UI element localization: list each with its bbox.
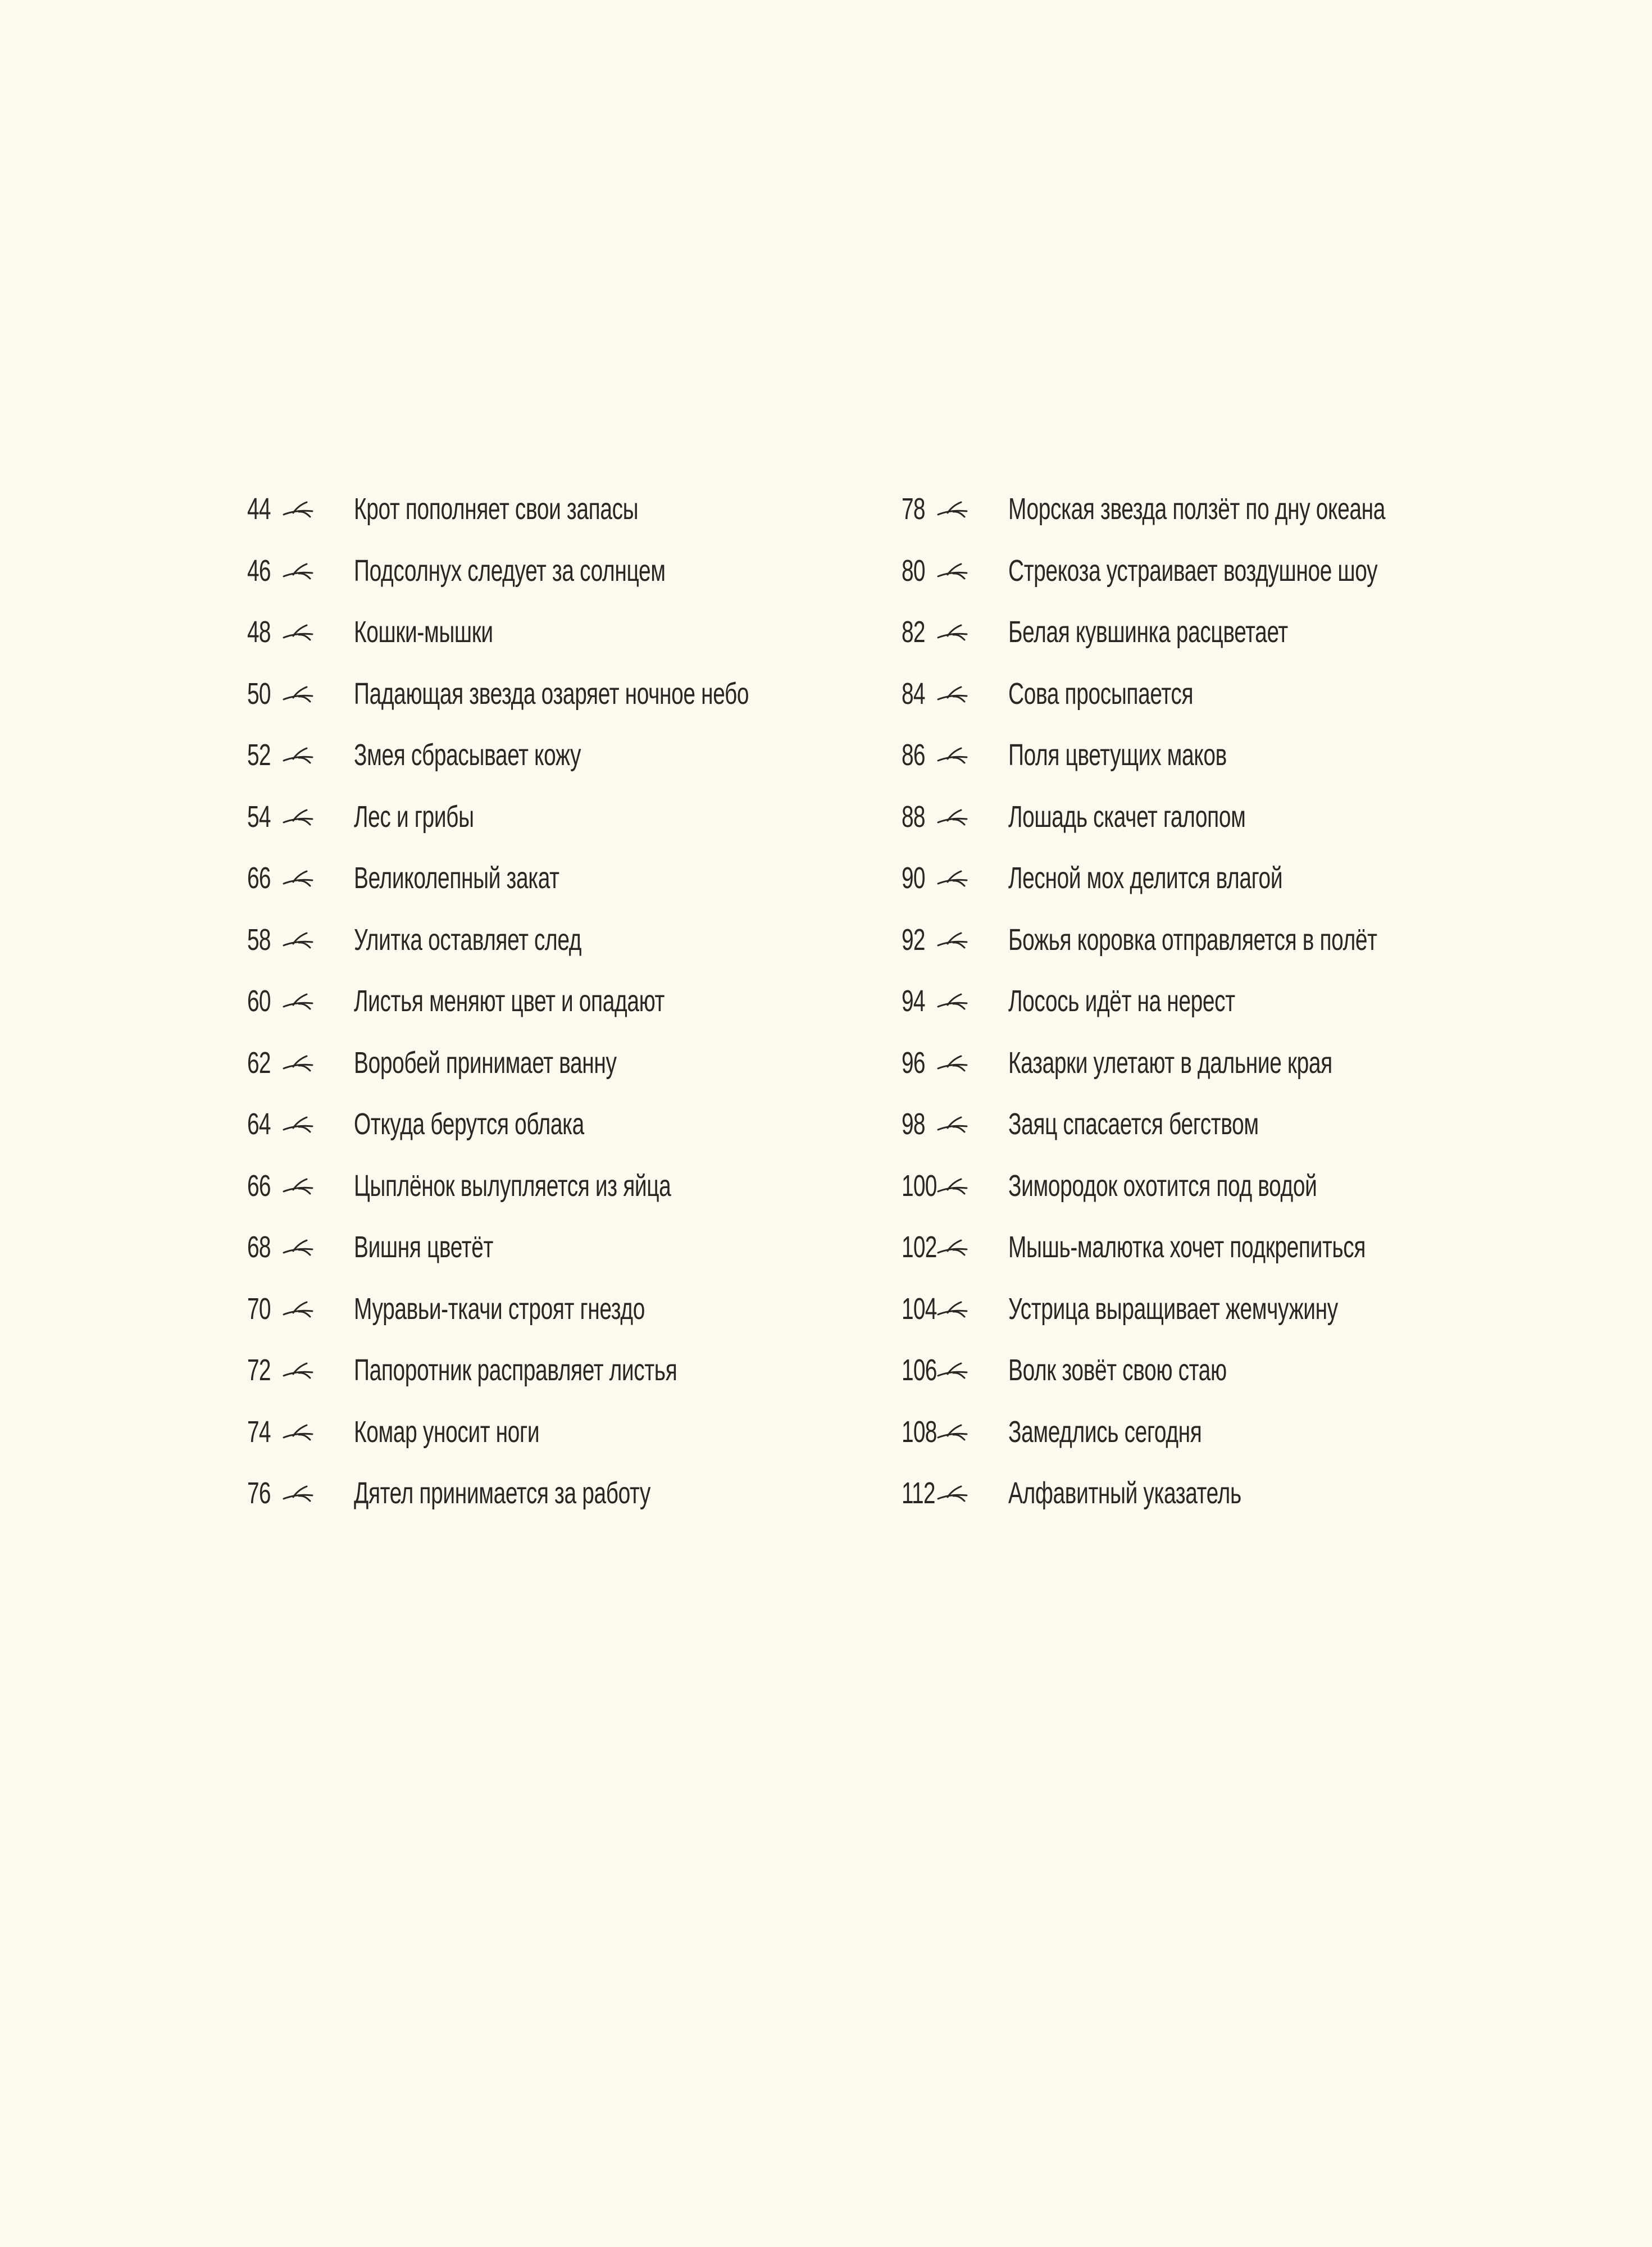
toc-entry[interactable] (902, 1102, 1553, 1163)
sprig-icon (282, 1052, 313, 1074)
toc-page-number: 78 (902, 492, 925, 526)
toc-page-number: 74 (247, 1414, 271, 1449)
toc-entry-title: Откуда берутся облака (354, 1107, 584, 1141)
sprig-icon (282, 498, 313, 520)
toc-entry[interactable] (902, 917, 1553, 979)
sprig-icon (282, 744, 313, 766)
toc-page-number: 106 (902, 1353, 937, 1387)
toc-page-number: 96 (902, 1045, 925, 1080)
sprig-icon (936, 744, 968, 766)
toc-page-number: 64 (247, 1107, 271, 1141)
toc-entry[interactable] (247, 548, 899, 610)
toc-entry-title: Зимородок охотится под водой (1008, 1168, 1317, 1203)
toc-entry-title: Кошки-мышки (354, 615, 493, 649)
toc-entry-title: Алфавитный указатель (1008, 1476, 1241, 1510)
toc-entry[interactable] (902, 1409, 1553, 1471)
toc-entry[interactable] (247, 1040, 899, 1102)
sprig-icon (936, 498, 968, 520)
sprig-icon (936, 1236, 968, 1258)
toc-entry[interactable] (247, 1225, 899, 1286)
toc-entry-title: Улитка оставляет след (354, 922, 582, 957)
toc-page-number: 58 (247, 922, 271, 957)
toc-entry-title: Поля цветущих маков (1008, 738, 1227, 772)
sprig-icon (936, 929, 968, 951)
toc-entry-title: Вишня цветёт (354, 1230, 493, 1264)
toc-entry-title: Морская звезда ползёт по дну океана (1008, 492, 1386, 526)
toc-entry[interactable] (247, 1163, 899, 1225)
toc-entry-title: Лосось идёт на нерест (1008, 984, 1235, 1018)
toc-entry[interactable] (247, 1348, 899, 1409)
toc-entry-title: Папоротник расправляет листья (354, 1353, 677, 1387)
toc-entry[interactable] (902, 1348, 1553, 1409)
toc-entry[interactable] (902, 1163, 1553, 1225)
toc-page-number: 46 (247, 553, 271, 588)
toc-column-right (902, 486, 1553, 1532)
sprig-icon (936, 1359, 968, 1381)
sprig-icon (936, 990, 968, 1012)
toc-entry-title: Замедлись сегодня (1008, 1414, 1202, 1449)
toc-entry-title: Казарки улетают в дальние края (1008, 1045, 1332, 1080)
sprig-icon (282, 1359, 313, 1381)
toc-entry[interactable] (902, 486, 1553, 548)
toc-column-left (247, 486, 899, 1532)
toc-page-number: 108 (902, 1414, 937, 1449)
sprig-icon (282, 1175, 313, 1197)
toc-page-number: 84 (902, 676, 925, 711)
toc-page-number: 52 (247, 738, 271, 772)
toc-entry-title: Заяц спасается бегством (1008, 1107, 1259, 1141)
toc-page-number: 92 (902, 922, 925, 957)
toc-entry-title: Волк зовёт свою стаю (1008, 1353, 1227, 1387)
sprig-icon (282, 990, 313, 1012)
toc-entry[interactable] (247, 733, 899, 794)
toc-entry-title: Стрекоза устраивает воздушное шоу (1008, 553, 1378, 588)
toc-entry-title: Муравьи-ткачи строят гнездо (354, 1291, 645, 1326)
toc-entry-title: Лес и грибы (354, 799, 474, 834)
toc-page-number: 66 (247, 1168, 271, 1203)
sprig-icon (936, 1052, 968, 1074)
toc-entry[interactable] (902, 1225, 1553, 1286)
toc-entry-title: Сова просыпается (1008, 676, 1194, 711)
toc-entry[interactable] (247, 1471, 899, 1532)
toc-entry[interactable] (902, 671, 1553, 733)
toc-entry[interactable] (902, 1471, 1553, 1532)
toc-page-number: 94 (902, 984, 925, 1018)
sprig-icon (282, 929, 313, 951)
toc-entry-title: Лесной мох делится влагой (1008, 861, 1283, 895)
toc-entry-title: Великолепный закат (354, 861, 559, 895)
toc-entry-title: Змея сбрасывает кожу (354, 738, 581, 772)
toc-entry[interactable] (247, 794, 899, 856)
sprig-icon (282, 806, 313, 828)
toc-page-number: 98 (902, 1107, 925, 1141)
toc-entry[interactable] (247, 917, 899, 979)
sprig-icon (282, 560, 313, 582)
toc-entry-title: Белая кувшинка расцветает (1008, 615, 1288, 649)
toc-entry[interactable] (247, 671, 899, 733)
toc-page-number: 102 (902, 1230, 937, 1264)
toc-entry[interactable] (247, 856, 899, 917)
toc-entry[interactable] (902, 1040, 1553, 1102)
toc-page-number: 76 (247, 1476, 271, 1510)
toc-page-number: 68 (247, 1230, 271, 1264)
toc-entry-title: Цыплёнок вылупляется из яйца (354, 1168, 671, 1203)
toc-page-number: 48 (247, 615, 271, 649)
toc-entry-title: Мышь-малютка хочет подкрепиться (1008, 1230, 1366, 1264)
toc-page-number: 112 (902, 1476, 935, 1510)
toc-page-number: 66 (247, 861, 271, 895)
sprig-icon (936, 1113, 968, 1135)
toc-entry-title: Крот пополняет свои запасы (354, 492, 639, 526)
sprig-icon (936, 806, 968, 828)
sprig-icon (936, 560, 968, 582)
toc-entry[interactable] (247, 486, 899, 548)
sprig-icon (936, 1175, 968, 1197)
sprig-icon (282, 867, 313, 889)
toc-page-number: 60 (247, 984, 271, 1018)
sprig-icon (936, 867, 968, 889)
sprig-icon (282, 683, 313, 705)
toc-page-number: 82 (902, 615, 925, 649)
toc-entry[interactable] (902, 733, 1553, 794)
toc-entry-title: Дятел принимается за работу (354, 1476, 651, 1510)
toc-page-number: 62 (247, 1045, 271, 1080)
toc-entry[interactable] (247, 609, 899, 671)
toc-entry[interactable] (247, 1286, 899, 1348)
toc-entry[interactable] (902, 794, 1553, 856)
toc-entry[interactable] (247, 1102, 899, 1163)
sprig-icon (282, 1482, 313, 1504)
toc-entry-title: Божья коровка отправляется в полёт (1008, 922, 1377, 957)
toc-page-number: 86 (902, 738, 925, 772)
sprig-icon (282, 621, 313, 643)
toc-entry-title: Воробей принимает ванну (354, 1045, 617, 1080)
toc-page-number: 90 (902, 861, 925, 895)
toc-entry[interactable] (902, 548, 1553, 610)
toc-entry-title: Комар уносит ноги (354, 1414, 540, 1449)
sprig-icon (282, 1421, 313, 1443)
toc-entry[interactable] (247, 979, 899, 1040)
sprig-icon (936, 683, 968, 705)
toc-entry[interactable] (902, 609, 1553, 671)
toc-entry[interactable] (902, 856, 1553, 917)
sprig-icon (282, 1298, 313, 1320)
toc-entry-title: Листья меняют цвет и опадают (354, 984, 665, 1018)
toc-page-number: 50 (247, 676, 271, 711)
sprig-icon (282, 1113, 313, 1135)
toc-page-number: 70 (247, 1291, 271, 1326)
toc-entry-title: Устрица выращивает жемчужину (1008, 1291, 1338, 1326)
toc-entry[interactable] (902, 979, 1553, 1040)
toc-entry[interactable] (247, 1409, 899, 1471)
toc-page-number: 54 (247, 799, 271, 834)
toc-page-number: 104 (902, 1291, 937, 1326)
toc-page-number: 72 (247, 1353, 271, 1387)
toc-entry[interactable] (902, 1286, 1553, 1348)
sprig-icon (936, 1421, 968, 1443)
toc-page-number: 44 (247, 492, 271, 526)
toc-entry-title: Подсолнух следует за солнцем (354, 553, 666, 588)
sprig-icon (282, 1236, 313, 1258)
toc-entry-title: Падающая звезда озаряет ночное небо (354, 676, 749, 711)
toc-page-number: 80 (902, 553, 925, 588)
toc-page-number: 88 (902, 799, 925, 834)
sprig-icon (936, 621, 968, 643)
sprig-icon (936, 1298, 968, 1320)
toc-page-number: 100 (902, 1168, 937, 1203)
toc-entry-title: Лошадь скачет галопом (1008, 799, 1246, 834)
sprig-icon (936, 1482, 968, 1504)
